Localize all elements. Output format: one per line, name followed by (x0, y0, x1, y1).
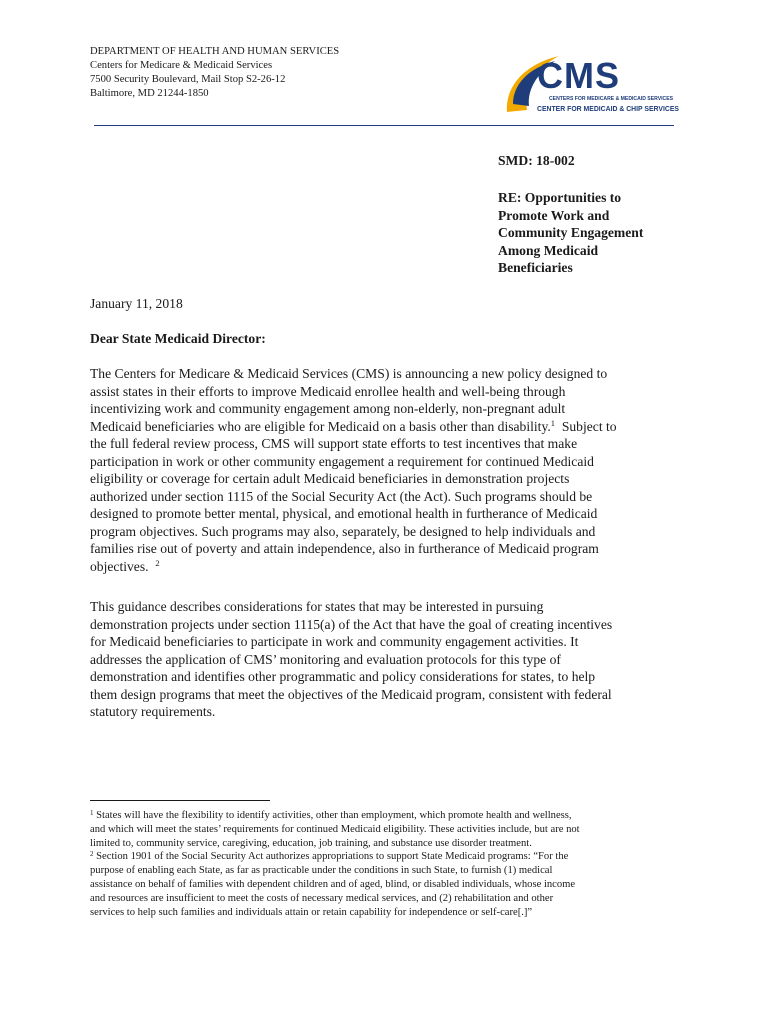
cms-logo (503, 48, 683, 120)
agency-address (90, 45, 339, 101)
paragraph-line: statutory requirements. (90, 704, 216, 720)
footnote-1-marker: 1 (90, 809, 94, 817)
paragraph-line: families rise out of poverty and attain independence, also in furtherance of Medicaid program (90, 541, 599, 557)
address-line-center: Centers for Medicare & Medicaid Services (90, 59, 273, 71)
subject-line: Among Medicaid (498, 242, 599, 258)
footnote-ref-2[interactable]: 2 (155, 558, 160, 569)
paragraph-line-text: objectives. (90, 559, 152, 575)
paragraph-line: assist states in their efforts to improve Medicaid enrollee health and well-being through (90, 383, 566, 399)
paragraph-line (90, 558, 690, 576)
subject-line: Beneficiaries (498, 260, 573, 275)
body-paragraph-2 (90, 598, 690, 721)
footnote-divider (90, 800, 270, 801)
footnote-text: States will have the flexibility to identify activities, other than employment, which promote health and wellness, (93, 810, 572, 821)
paragraph-line: The Centers for Medicare & Medicaid Services (CMS) is announcing a new policy designed to (90, 366, 608, 381)
paragraph-line: addresses the application of CMS’ monitoring and evaluation protocols for this type of (90, 651, 561, 667)
paragraph-line-text: Subject to (561, 418, 617, 434)
subject-line: RE: Opportunities to (498, 190, 622, 205)
paragraph-line: demonstration and identifies other programmatic and policy considerations for states, to help (90, 669, 596, 685)
paragraph-line: for Medicaid beneficiaries to participate in work and community engagement activities. It (90, 634, 579, 650)
paragraph-line-text: Medicaid beneficiaries who are eligible for Medicaid on a basis other than disability. (90, 418, 551, 434)
paragraph-line: them design programs that meet the objectives of the Medicaid program, consistent with federal (90, 686, 612, 702)
address-line-department: DEPARTMENT OF HEALTH AND HUMAN SERVICES (90, 46, 340, 57)
header-divider (94, 125, 674, 126)
smd-number: SMD: 18-002 (498, 153, 575, 168)
letter-date: January 11, 2018 (90, 296, 183, 311)
subject-line: Community Engagement (498, 225, 644, 240)
paragraph-line: program objectives. Such programs may also, separately, be designed to help individuals and (90, 523, 596, 539)
logo-center-text: CENTER FOR MEDICAID & CHIP SERVICES (537, 104, 680, 113)
body-paragraph-1 (90, 365, 690, 576)
paragraph-line: authorized under section 1115 of the Social Security Act (the Act). Such programs should be (90, 488, 593, 504)
footnote-ref-1[interactable]: 1 (550, 417, 556, 428)
paragraph-line: eligibility or coverage for certain adult Medicaid beneficiaries in demonstration projects (90, 471, 570, 487)
paragraph-line: This guidance describes considerations for states that may be interested in pursuing (90, 599, 544, 614)
footnotes (90, 809, 690, 919)
paragraph-line (90, 418, 690, 436)
footnote-2-line: and resources are insufficient to meet the costs of necessary medical services, and (2) rehabilitation and other (90, 892, 554, 904)
paragraph-line: designed to promote better mental, physical, and emotional health in furtherance of Medicaid (90, 506, 598, 522)
address-line-city: Baltimore, MD 21244-1850 (90, 87, 209, 99)
footnote-2-line: services to help such families and individuals attain or retain capability for independence or self-care[.]” (90, 906, 533, 918)
paragraph-line: incentivizing work and community engagement among non-elderly, non-pregnant adult (90, 401, 566, 417)
logo-main-text: CMS (537, 55, 620, 96)
address-line-street: 7500 Security Boulevard, Mail Stop S2-26-12 (90, 73, 286, 85)
footnote-2-marker: 2 (90, 850, 94, 859)
footnote-2-line: purpose of enabling each State, as far as practicable under the conditions in such State, to furnish (1) medical (90, 865, 553, 877)
footnote-1-line: and which will meet the states’ requirements for continued Medicaid eligibility. These activities include, but are not (90, 823, 580, 835)
salutation: Dear State Medicaid Director: (90, 331, 266, 346)
subject-line: Promote Work and (498, 207, 610, 223)
footnote-1-line: limited to, community service, caregiving, education, job training, and substance use disorder treatment. (90, 837, 532, 849)
footnote-text: Section 1901 of the Social Security Act authorizes appropriations to support State Medicaid programs: “For the (93, 851, 569, 863)
footnote-2-line: assistance on behalf of families with dependent children and of aged, blind, or disabled individuals, whose income (90, 878, 576, 890)
footnote-2-line (90, 850, 690, 864)
logo-sub-text: CENTERS FOR MEDICARE & MEDICAID SERVICES (549, 96, 674, 102)
subject-block (498, 189, 698, 277)
paragraph-line: demonstration projects under section 1115(a) of the Act that have the goal of creating incentives (90, 616, 613, 632)
paragraph-line: the full federal review process, CMS will support state efforts to test incentives that make (90, 436, 578, 452)
footnote-1-line (90, 809, 690, 823)
paragraph-line: participation in work or other community engagement a requirement for continued Medicaid (90, 453, 594, 469)
